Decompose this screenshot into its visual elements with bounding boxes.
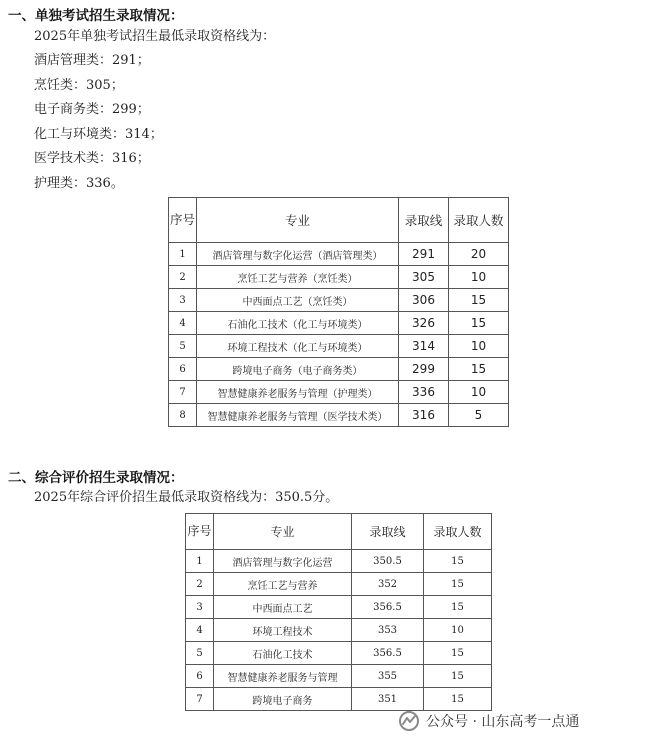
cell-count: 15 [424,665,492,688]
cell-major: 石油化工技术（化工与环境类） [197,312,399,335]
cell-count: 15 [424,596,492,619]
cell-seq: 3 [169,289,197,312]
score-line: 化工与环境类：314； [34,127,163,142]
cell-major: 烹饪工艺与营养（烹饪类） [197,266,399,289]
table-row [169,243,509,266]
cell-score: 355 [352,665,424,688]
cell-count: 10 [449,381,509,404]
cell-score: 314 [399,335,449,358]
cell-seq: 4 [186,619,214,642]
cell-count: 5 [449,404,509,427]
cell-major: 环境工程技术 [214,619,352,642]
cell-count: 15 [449,289,509,312]
cell-count: 10 [424,619,492,642]
table-row [186,665,492,688]
cell-major: 酒店管理与数字化运营 [214,550,352,573]
table-row [169,381,509,404]
cell-count: 15 [449,358,509,381]
cell-major: 智慧健康养老服务与管理（医学技术类） [197,404,399,427]
table-row [169,266,509,289]
cell-seq: 3 [186,596,214,619]
cell-seq: 4 [169,312,197,335]
table-row [169,312,509,335]
cell-seq: 2 [186,573,214,596]
cell-score: 316 [399,404,449,427]
cell-major: 智慧健康养老服务与管理 [214,665,352,688]
cell-seq: 7 [169,381,197,404]
cell-score: 299 [399,358,449,381]
header-score: 录取线 [399,198,449,243]
table-row [169,404,509,427]
cell-count: 10 [449,266,509,289]
header-seq: 序号 [169,198,197,243]
score-line: 酒店管理类：291； [34,53,150,68]
section1-intro: 2025年单独考试招生最低录取资格线为： [34,29,276,44]
table-row [169,289,509,312]
cell-count: 15 [424,573,492,596]
cell-major: 智慧健康养老服务与管理（护理类） [197,381,399,404]
table-row [186,596,492,619]
table-row [186,688,492,711]
cell-score: 326 [399,312,449,335]
cell-seq: 1 [186,550,214,573]
cell-major: 跨境电子商务 [214,688,352,711]
cell-major: 石油化工技术 [214,642,352,665]
cell-count: 15 [449,312,509,335]
cell-score: 356.5 [352,642,424,665]
comprehensive-evaluation-admission-table [185,513,492,711]
header-count: 录取人数 [424,514,492,550]
cell-seq: 1 [169,243,197,266]
table-row [186,550,492,573]
section2-intro: 2025年综合评价招生最低录取资格线为：350.5分。 [34,490,339,505]
cell-score: 336 [399,381,449,404]
cell-seq: 5 [169,335,197,358]
score-line: 烹饪类：305； [34,78,124,93]
watermark-text: 公众号 · 山东高考一点通 [426,714,580,730]
table-row [169,335,509,358]
cell-seq: 5 [186,642,214,665]
cell-major: 酒店管理与数字化运营（酒店管理类） [197,243,399,266]
cell-score: 305 [399,266,449,289]
section1-heading: 一、单独考试招生录取情况： [8,8,184,24]
cell-seq: 2 [169,266,197,289]
cell-score: 306 [399,289,449,312]
table-row [186,619,492,642]
cell-count: 10 [449,335,509,358]
cell-major: 环境工程技术（化工与环境类） [197,335,399,358]
cell-seq: 6 [186,665,214,688]
cell-score: 352 [352,573,424,596]
table-header-row [169,198,509,243]
score-line: 护理类：336。 [34,176,124,191]
cell-score: 351 [352,688,424,711]
cell-count: 15 [424,642,492,665]
header-count: 录取人数 [449,198,509,243]
cell-seq: 6 [169,358,197,381]
section2-heading: 二、综合评价招生录取情况： [8,470,184,486]
cell-major: 中西面点工艺 [214,596,352,619]
cell-count: 15 [424,550,492,573]
cell-seq: 8 [169,404,197,427]
wechat-official-account-icon [398,710,420,732]
table-row [186,573,492,596]
cell-seq: 7 [186,688,214,711]
table-row [186,642,492,665]
score-line: 医学技术类：316； [34,151,150,166]
cell-score: 350.5 [352,550,424,573]
cell-count: 20 [449,243,509,266]
header-score: 录取线 [352,514,424,550]
watermark [398,709,579,733]
score-line: 电子商务类：299； [34,102,150,117]
table-header-row [186,514,492,550]
cell-score: 356.5 [352,596,424,619]
cell-count: 15 [424,688,492,711]
cell-major: 跨境电子商务（电子商务类） [197,358,399,381]
table-row [169,358,509,381]
header-major: 专业 [197,198,399,243]
header-major: 专业 [214,514,352,550]
cell-major: 烹饪工艺与营养 [214,573,352,596]
cell-score: 291 [399,243,449,266]
cell-major: 中西面点工艺（烹饪类） [197,289,399,312]
header-seq: 序号 [186,514,214,550]
cell-score: 353 [352,619,424,642]
single-exam-admission-table [168,197,509,427]
